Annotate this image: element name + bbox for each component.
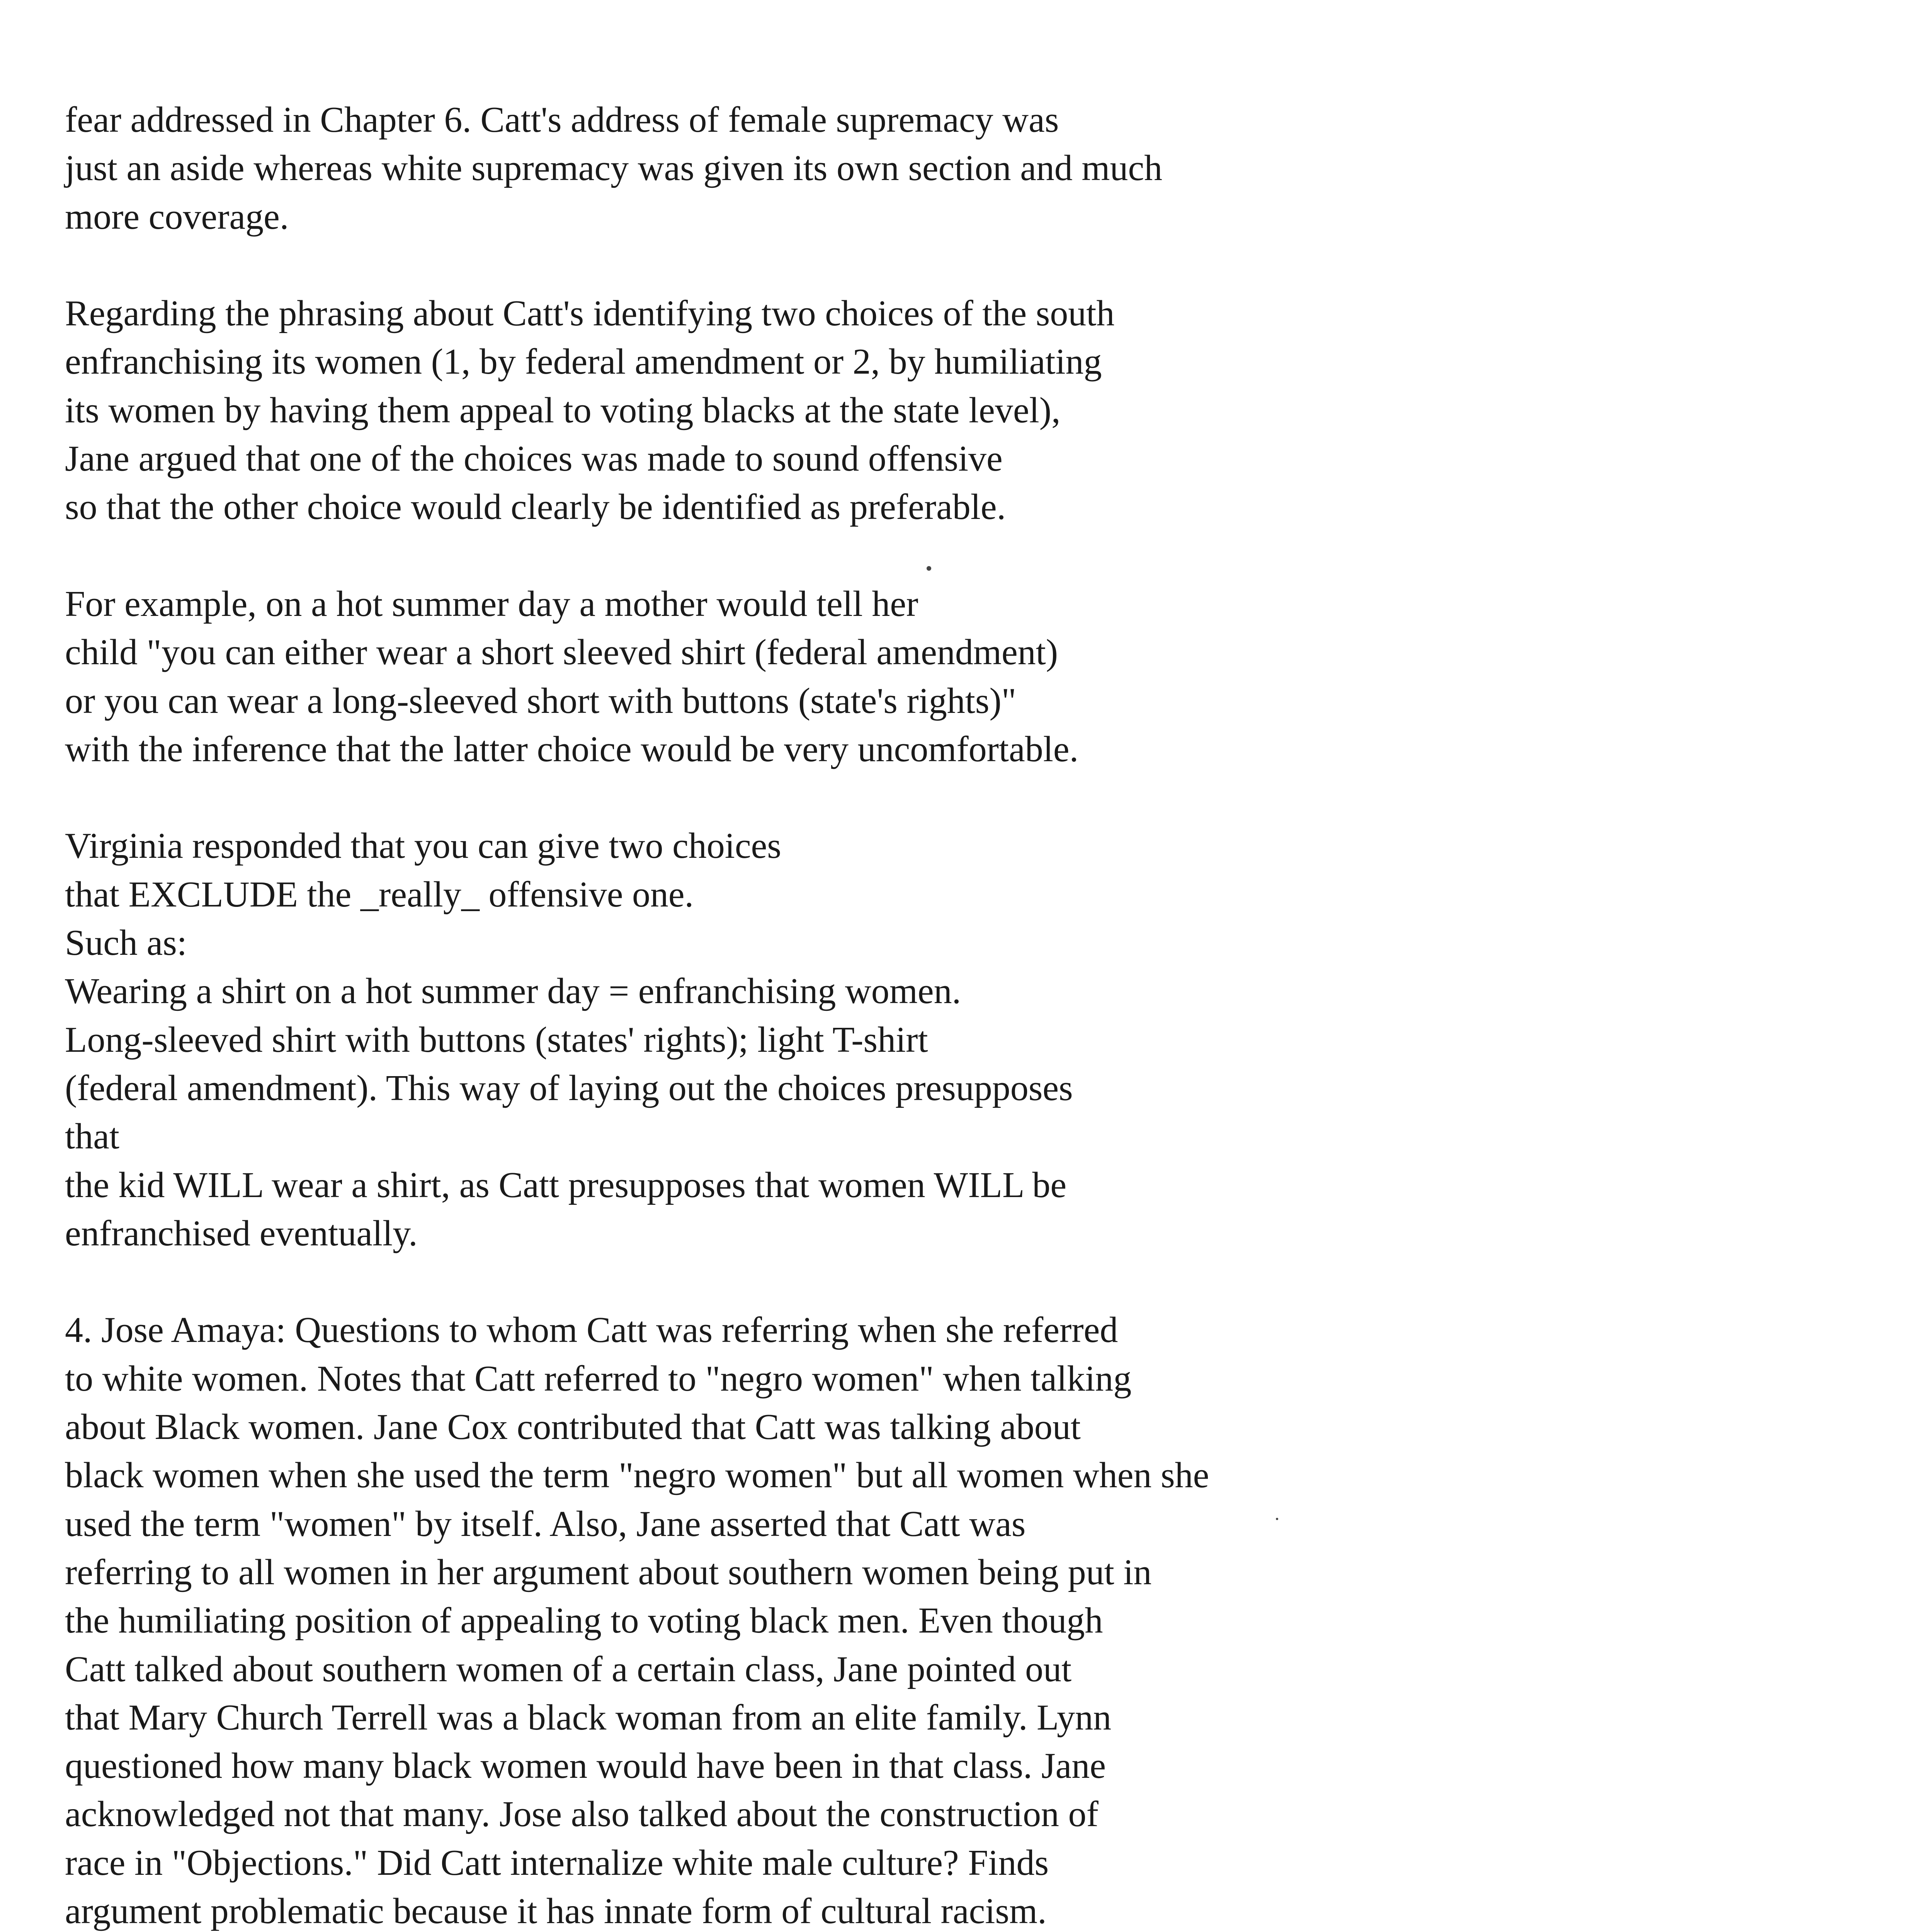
text-line: that Mary Church Terrell was a black woman from an elite family. Lynn bbox=[65, 1697, 1112, 1738]
text-line: questioned how many black women would have been in that class. Jane bbox=[65, 1746, 1106, 1786]
text-line: to white women. Notes that Catt referred to "negro women" when talking bbox=[65, 1358, 1132, 1399]
paragraph-2 bbox=[65, 289, 1209, 531]
text-line: Such as: bbox=[65, 923, 187, 963]
text-line: (federal amendment). This way of laying out the choices presupposes bbox=[65, 1068, 1073, 1108]
paragraph-3 bbox=[65, 580, 1209, 774]
text-line: black women when she used the term "negro women" but all women when she bbox=[65, 1455, 1209, 1496]
text-line: referring to all women in her argument about southern women being put in bbox=[65, 1552, 1152, 1592]
text-line: argument problematic because it has innate form of cultural racism. bbox=[65, 1891, 1047, 1931]
text-line: that EXCLUDE the _really_ offensive one. bbox=[65, 874, 694, 915]
text-line: 4. Jose Amaya: Questions to whom Catt was referring when she referred bbox=[65, 1310, 1118, 1350]
text-line: about Black women. Jane Cox contributed that Catt was talking about bbox=[65, 1407, 1081, 1447]
text-line: Regarding the phrasing about Catt's identifying two choices of the south bbox=[65, 293, 1115, 334]
text-line: that bbox=[65, 1116, 119, 1157]
text-line: acknowledged not that many. Jose also talked about the construction of bbox=[65, 1794, 1099, 1835]
text-line: Catt talked about southern women of a certain class, Jane pointed out bbox=[65, 1649, 1072, 1689]
scan-speck bbox=[927, 566, 931, 571]
text-line: with the inference that the latter choice would be very uncomfortable. bbox=[65, 729, 1079, 769]
document-body bbox=[65, 96, 1209, 1932]
text-line: fear addressed in Chapter 6. Catt's address of female supremacy was bbox=[65, 100, 1059, 140]
text-line: enfranchised eventually. bbox=[65, 1213, 418, 1253]
text-line: more coverage. bbox=[65, 196, 289, 237]
text-line: or you can wear a long-sleeved short with buttons (state's rights)" bbox=[65, 680, 1017, 721]
paragraph-1 bbox=[65, 96, 1209, 241]
text-line: the kid WILL wear a shirt, as Catt presupposes that women WILL be bbox=[65, 1165, 1067, 1205]
paragraph-4 bbox=[65, 822, 1209, 1258]
text-line: its women by having them appeal to voting blacks at the state level), bbox=[65, 390, 1061, 430]
text-line: the humiliating position of appealing to voting black men. Even though bbox=[65, 1600, 1103, 1641]
text-line: Wearing a shirt on a hot summer day = enfranchising women. bbox=[65, 971, 961, 1012]
text-line: For example, on a hot summer day a mother would tell her bbox=[65, 583, 918, 624]
text-line: Long-sleeved shirt with buttons (states' rights); light T-shirt bbox=[65, 1019, 928, 1060]
text-line: child "you can either wear a short sleeved shirt (federal amendment) bbox=[65, 632, 1058, 673]
text-line: so that the other choice would clearly be identified as preferable. bbox=[65, 487, 1006, 527]
text-line: Jane argued that one of the choices was made to sound offensive bbox=[65, 439, 1003, 479]
scan-speck bbox=[1276, 1518, 1278, 1520]
text-line: used the term "women" by itself. Also, Jane asserted that Catt was bbox=[65, 1503, 1026, 1544]
text-line: Virginia responded that you can give two choices bbox=[65, 826, 781, 866]
text-line: enfranchising its women (1, by federal amendment or 2, by humiliating bbox=[65, 342, 1102, 382]
paragraph-5 bbox=[65, 1306, 1209, 1932]
text-line: race in "Objections." Did Catt internalize white male culture? Finds bbox=[65, 1842, 1049, 1883]
text-line: just an aside whereas white supremacy was given its own section and much bbox=[65, 148, 1163, 189]
